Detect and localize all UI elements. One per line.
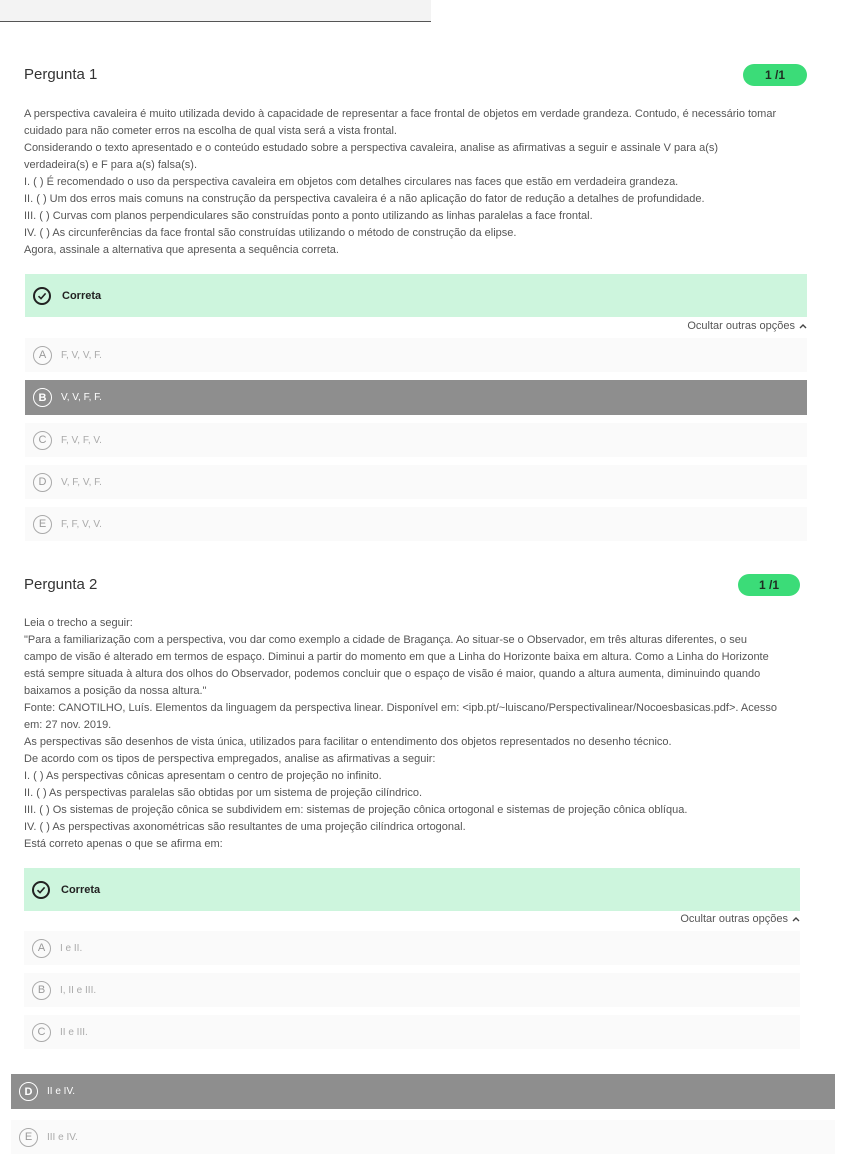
question-text-line: Fonte: CANOTILHO, Luís. Elementos da linguagem da perspectiva linear. Disponível em: <ipb.pt/~luiscano/Perspectivalinear/Nocoesbasicas.pdf>. Acesso — [24, 702, 777, 714]
question-2-title: Pergunta 2 — [24, 576, 98, 593]
question-1-option-c[interactable] — [25, 423, 807, 457]
option-text: F, F, V, V. — [61, 518, 102, 530]
option-letter: E — [19, 1128, 38, 1147]
question-2-option-e[interactable] — [11, 1120, 835, 1154]
option-text: V, F, V, F. — [61, 476, 102, 488]
question-text-line: Agora, assinale a alternativa que apresenta a sequência correta. — [24, 244, 339, 256]
option-text: II e III. — [60, 1026, 88, 1038]
option-text: V, V, F, F. — [61, 392, 102, 403]
chevron-up-icon — [799, 323, 807, 329]
question-1-score-badge: 1 /1 — [743, 64, 807, 86]
question-1-option-a[interactable] — [25, 338, 807, 372]
question-text-line: II. ( ) As perspectivas paralelas são obtidas por um sistema de projeção cilíndrico. — [24, 787, 423, 799]
question-1-hide-options-toggle[interactable] — [687, 320, 807, 332]
question-text-line: De acordo com os tipos de perspectiva empregados, analise as afirmativas a seguir: — [24, 753, 436, 765]
hide-options-label: Ocultar outras opções — [687, 320, 795, 332]
question-1-title: Pergunta 1 — [24, 66, 98, 83]
question-text-line: em: 27 nov. 2019. — [24, 719, 112, 731]
question-2-score-badge: 1 /1 — [738, 574, 800, 596]
question-text-line: verdadeira(s) e F para a(s) falsa(s). — [24, 159, 197, 171]
question-2-text — [24, 615, 777, 853]
question-text-line: IV. ( ) As perspectivas axonométricas são resultantes de uma projeção cilíndrica ortogonal. — [24, 821, 466, 833]
option-text: III e IV. — [47, 1131, 78, 1143]
question-1-option-b-selected[interactable] — [25, 380, 807, 415]
question-1-option-e[interactable] — [25, 507, 807, 541]
question-2-hide-options-toggle[interactable] — [680, 913, 800, 925]
question-text-line: campo de visão é alterado em termos de espaço. Diminui a partir do momento em que a Linha do Horizonte baixa em altura. Como a Linha do Horizonte — [24, 651, 769, 663]
option-text: II e IV. — [47, 1086, 75, 1097]
option-letter: A — [32, 939, 51, 958]
check-circle-icon — [33, 287, 51, 305]
option-letter: A — [33, 346, 52, 365]
question-text-line: cuidado para não cometer erros na escolha de qual vista será a vista frontal. — [24, 125, 397, 137]
question-text-line: II. ( ) Um dos erros mais comuns na construção da perspectiva cavaleira é a não aplicação do fator de redução a detalhes de profundidade. — [24, 193, 705, 205]
status-label: Correta — [62, 289, 102, 302]
option-letter: C — [32, 1023, 51, 1042]
top-bar — [0, 0, 431, 22]
question-text-line: IV. ( ) As circunferências da face frontal são construídas utilizando o método de construção da elipse. — [24, 227, 517, 239]
question-2-status-banner — [24, 868, 800, 911]
question-text-line: III. ( ) Curvas com planos perpendiculares são construídas ponto a ponto utilizando as linhas paralelas a face frontal. — [24, 210, 593, 222]
question-2-option-c[interactable] — [24, 1015, 800, 1049]
hide-options-label: Ocultar outras opções — [680, 913, 788, 925]
option-text: F, V, F, V. — [61, 434, 102, 446]
question-1-text — [24, 106, 776, 259]
question-text-line: "Para a familiarização com a perspectiva, vou dar como exemplo a cidade de Bragança. Ao situar-se o Observador, em três alturas diferentes, o seu — [24, 634, 747, 646]
option-text: I e II. — [60, 942, 83, 954]
question-text-line: baixamos a posição da nossa altura." — [24, 685, 207, 697]
option-letter: B — [33, 388, 52, 407]
question-text-line: I. ( ) É recomendado o uso da perspectiva cavaleira em objetos com detalhes circulares nas faces que estão em verdadeira grandeza. — [24, 176, 679, 188]
option-letter: E — [33, 515, 52, 534]
option-letter: D — [19, 1082, 38, 1101]
option-text: F, V, V, F. — [61, 349, 102, 361]
question-text-line: As perspectivas são desenhos de vista única, utilizados para facilitar o entendimento dos objetos representados no desenho técnico. — [24, 736, 672, 748]
check-circle-icon — [32, 881, 50, 899]
question-text-line: Está correto apenas o que se afirma em: — [24, 838, 223, 850]
option-letter: B — [32, 981, 51, 1000]
option-letter: C — [33, 431, 52, 450]
status-label: Correta — [61, 883, 101, 896]
question-text-line: III. ( ) Os sistemas de projeção cônica se subdividem em: sistemas de projeção cônica ortogonal e sistemas de projeção cônica oblíqua. — [24, 804, 688, 816]
chevron-up-icon — [792, 916, 800, 922]
question-text-line: está sempre situada à altura dos olhos do Observador, podemos concluir que o espaço de visão é maior, quando a altura aumenta, diminuindo quando — [24, 668, 761, 680]
question-text-line: I. ( ) As perspectivas cônicas apresentam o centro de projeção no infinito. — [24, 770, 382, 782]
question-text-line: Considerando o texto apresentado e o conteúdo estudado sobre a perspectiva cavaleira, analise as afirmativas a seguir e assinale V para a(s) — [24, 142, 719, 154]
question-2-option-a[interactable] — [24, 931, 800, 965]
question-2-option-d-selected[interactable] — [11, 1074, 835, 1109]
question-2-option-b[interactable] — [24, 973, 800, 1007]
question-1-option-d[interactable] — [25, 465, 807, 499]
question-1-status-banner — [25, 274, 807, 317]
question-text-line: A perspectiva cavaleira é muito utilizada devido à capacidade de representar a face frontal de objetos em verdade grandeza. Contudo, é necessário tomar — [24, 108, 777, 120]
option-text: I, II e III. — [60, 984, 97, 996]
question-text-line: Leia o trecho a seguir: — [24, 617, 133, 629]
option-letter: D — [33, 473, 52, 492]
